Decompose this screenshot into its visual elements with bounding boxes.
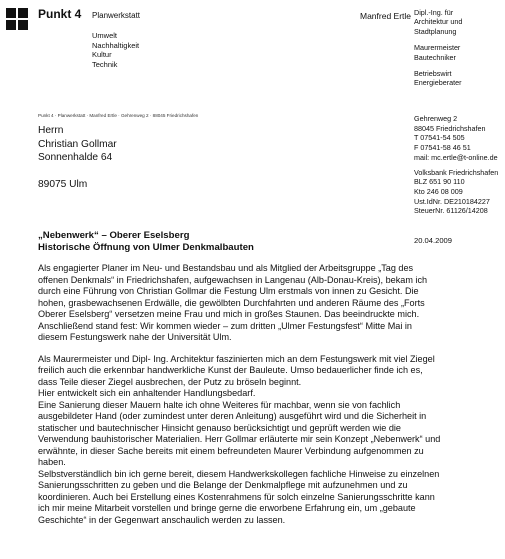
recipient-name: Christian Gollmar xyxy=(38,138,117,150)
brand-values xyxy=(92,31,139,69)
brand-name: Punkt 4 xyxy=(38,7,82,21)
body-line: Geschichte“ in der Gegenwart anschaulich werden zu lassen. xyxy=(38,514,286,525)
brand-value: Kultur xyxy=(92,50,112,60)
body-line: dass Teile dieser Ziegel ausbrechen, der Putz zu bröseln beginnt. xyxy=(38,376,302,387)
letter-subject xyxy=(38,230,254,254)
body-line: Als engagierter Planer im Neu- und Bestandsbau und als Mitglied der Arbeitsgruppe „Tag des xyxy=(38,263,414,273)
recipient-salutation: Herrn xyxy=(38,125,64,136)
body-line: Anschließend stand fest: Wir kommen wieder – zum dritten „Ulmer Festungsfest“ Mitte Mai in xyxy=(38,320,412,331)
logo-icon xyxy=(6,8,28,30)
body-line: Als Maurermeister und Dipl- Ing. Architektur faszinierten mich an dem Festungswerk mit viel Ziegel xyxy=(38,353,435,364)
credential: Stadtplanung xyxy=(414,26,457,36)
body-line: Oberer Eselsberg“ versetzen meine Frau und mich in großes Staunen. Das beeindruckte mich. xyxy=(38,309,420,319)
subject-line: Historische Öffnung von Ulmer Denkmalbauten xyxy=(38,241,254,253)
credential: Betriebswirt xyxy=(414,69,452,79)
credential: Dipl.-Ing. für xyxy=(414,8,454,17)
body-line: Verwendung bauhistorischer Materialien. Herr Gollmar erläuterte mir sein Konzept „Nebenwerk“ und xyxy=(38,434,441,444)
recipient-address xyxy=(38,124,117,191)
body-line: freilich auch die erkennbar handwerkliche Kunst der Bauleute. Umso bedauerlicher finde ich es, xyxy=(38,365,423,375)
body-line: ausgebildeter Hand (oder zumindest unter deren Anleitung) ausgeführt wird und die Sicherheit in xyxy=(38,411,427,421)
body-line: erwähnte, in dieser Sache bereits mit einem befreundeten Maurer Verbindung aufgenommen zu xyxy=(38,445,424,456)
contact-email: mail: mc.ertle@t-online.de xyxy=(414,152,498,162)
body-line: Hier entwickelt sich ein anhaltender Handlungsbedarf. xyxy=(38,388,256,398)
body-line: hohen, grasbewachsenen Erdwälle, die gewölbten Durchfahrten und anderen Räume des „Forts xyxy=(38,297,425,308)
contact-line: F 07541-58 46 51 xyxy=(414,143,471,153)
bank-line: Ust.IdNr. DE210184227 xyxy=(414,196,490,206)
credential: Bautechniker xyxy=(414,52,456,62)
author-credentials xyxy=(414,8,462,88)
body-line: durch eine Führung von Christian Gollmar die Festung Ulm erstmals von innen zu Gesicht. Die xyxy=(38,286,419,296)
bank-line: Volksbank Friedrichshafen xyxy=(414,167,499,177)
brand-subtitle: Planwerkstatt xyxy=(92,11,141,20)
sender-contact xyxy=(414,114,498,216)
brand-value: Umwelt xyxy=(92,31,118,40)
recipient-street: Sonnenhalde 64 xyxy=(38,152,113,164)
recipient-city: 89075 Ulm xyxy=(38,178,88,190)
brand-value: Nachhaltigkeit xyxy=(92,40,140,50)
body-line: koordinieren. Auch bei Erstellung eines Kostenrahmens für solch einzelne Sanierungsschritte kann xyxy=(38,491,435,502)
body-line: statischer und bautechnischer Hinsicht genauso berücksichtigt und geprüft werden wie die xyxy=(38,422,401,433)
body-line: diesem Festungswerk nahe der Universität Ulm. xyxy=(38,332,232,342)
credential: Energieberater xyxy=(414,78,462,88)
body-line: Selbstverständlich bin ich gerne bereit, diesem Handwerkskollegen fachliche Hinweise zu einzelnen xyxy=(38,468,440,479)
bank-line: Kto 246 08 009 xyxy=(414,186,463,196)
letter-date: 20.04.2009 xyxy=(414,236,453,245)
letter-body xyxy=(38,263,502,526)
body-line: Sanierungsschritten zu geben und die Belange der Denkmalpflege mit aufzunehmen und zu xyxy=(38,480,408,490)
sender-return-line: Punkt 4 · Planwerkstatt · Manfred Ertle · Gehrenweg 2 · 88045 Friedrichshafen xyxy=(38,113,199,118)
body-line: ich mir meine Mitarbeit vorstellen und bringe gerne die erworbene Erfahrung ein, um „gebaute xyxy=(38,503,416,513)
contact-line: Gehrenweg 2 xyxy=(414,114,458,123)
bank-line: BLZ 651 90 110 xyxy=(414,177,465,187)
body-line: offenen Denkmals“ in Friedrichshafen, aufgewachsen in Langenau (Alb-Donau-Kreis), bekam ich xyxy=(38,274,428,285)
contact-line: 88045 Friedrichshafen xyxy=(414,123,486,133)
bank-line: SteuerNr. 61126/14208 xyxy=(414,206,488,216)
credential: Maurermeister xyxy=(414,43,461,53)
brand-value: Technik xyxy=(92,59,118,69)
contact-line: T 07541-54 505 xyxy=(414,133,465,143)
subject-line: „Nebenwerk“ – Oberer Eselsberg xyxy=(38,230,190,241)
body-line: haben. xyxy=(38,457,66,467)
author-name: Manfred Ertle xyxy=(360,11,412,21)
credential: Architektur und xyxy=(414,17,463,27)
body-line: Eine Sanierung dieser Mauern halte ich ohne Weiteres für machbar, wenn sie von fachlich xyxy=(38,399,401,410)
